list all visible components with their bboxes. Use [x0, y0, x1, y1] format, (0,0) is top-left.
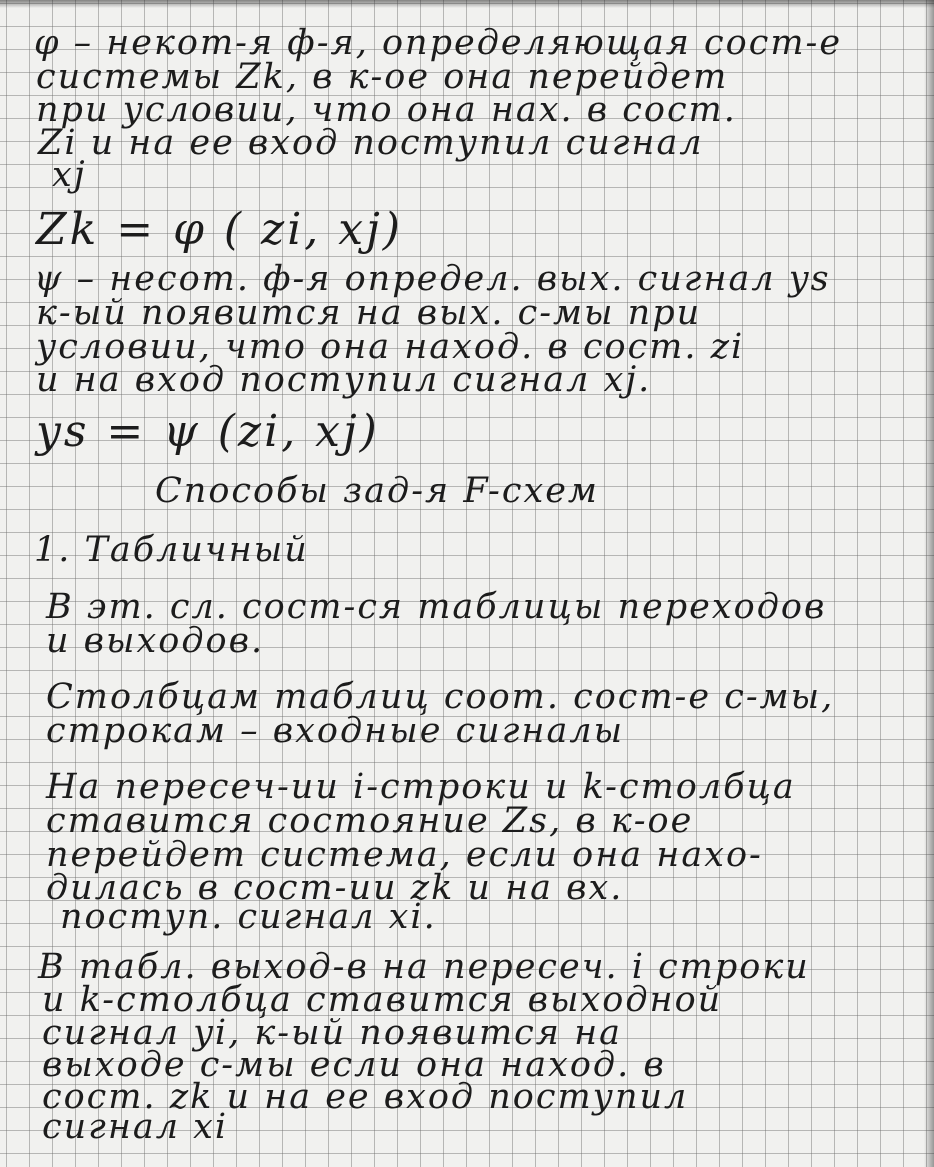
- text-line: и выходов.: [46, 621, 265, 661]
- page-edge-right: [924, 0, 934, 1167]
- text-line: xj: [52, 155, 87, 195]
- subsection-heading: 1. Табличный: [34, 530, 309, 570]
- page-edge-top: [0, 0, 934, 8]
- text-line: и k-столбца ставится выходной: [42, 980, 723, 1020]
- text-line: ψ – несот. ф-я определ. вых. сигнал ys: [34, 259, 831, 299]
- text-line: сигнал xi: [42, 1107, 229, 1147]
- text-line: сигнал yi, к-ый появится на: [42, 1013, 622, 1053]
- text-line: перейдет система, если она нахо-: [46, 835, 763, 875]
- text-line: На пересеч-ии i-строки и k-столбца: [46, 767, 796, 807]
- text-line: и на вход поступил сигнал xj.: [36, 360, 652, 400]
- formula: ys = ψ (zi, xj): [36, 406, 380, 457]
- text-line: к-ый появится на вых. с-мы при: [36, 293, 702, 333]
- text-line: Zi и на ее вход поступил сигнал: [38, 123, 704, 163]
- text-line: поступ. сигнал xi.: [60, 897, 437, 937]
- text-line: Столбцам таблиц соот. сост-е с-мы,: [46, 677, 835, 717]
- text-line: системы Zk, в к-ое она перейдет: [36, 57, 729, 97]
- formula: Zk = φ ( zi, xj): [36, 204, 403, 255]
- text-line: условии, что она наход. в сост. zi: [36, 327, 745, 367]
- text-line: В эт. сл. сост-ся таблицы переходов: [46, 587, 827, 627]
- text-line: строкам – входные сигналы: [46, 711, 625, 751]
- text-line: дилась в сост-ии zk и на вх.: [46, 868, 624, 908]
- section-heading: Способы зад-я F-схем: [155, 471, 599, 511]
- text-line: ставится состояние Zs, в к-ое: [46, 801, 694, 841]
- text-line: В табл. выход-в на пересеч. i строки: [38, 947, 810, 987]
- text-line: φ – некот-я ф-я, определяющая сост-е: [34, 23, 843, 63]
- text-line: сост. zk и на ее вход поступил: [42, 1077, 689, 1117]
- text-line: выходе с-мы если она наход. в: [42, 1045, 666, 1085]
- text-line: при условии, что она нах. в сост.: [36, 90, 737, 130]
